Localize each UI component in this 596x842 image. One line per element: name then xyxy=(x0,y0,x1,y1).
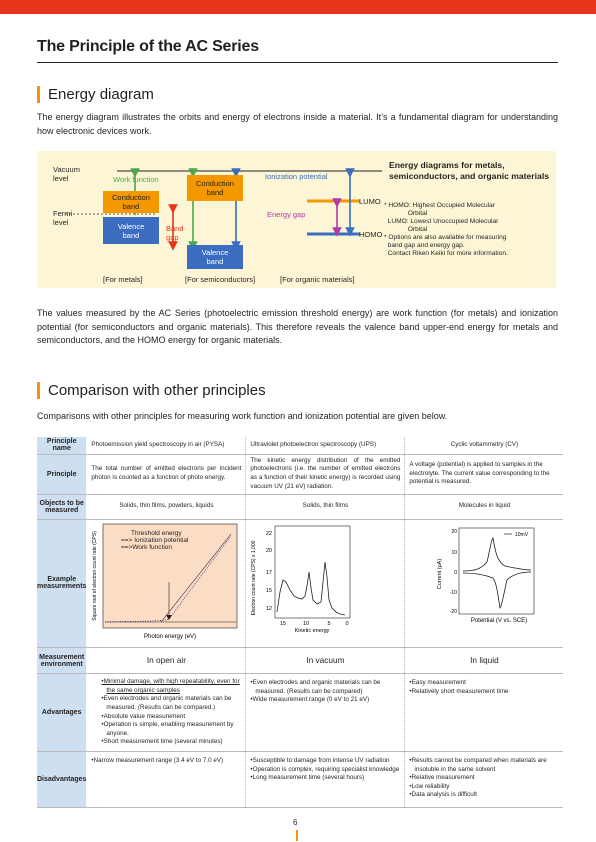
table-cell: Solids, thin films xyxy=(246,494,405,519)
metal-conduction-band: Conduction band xyxy=(103,191,159,213)
list-item: •Low reliability xyxy=(409,782,450,790)
cv-legend: 10mV xyxy=(515,531,529,538)
cv-ytick: 20 xyxy=(451,528,458,535)
table-cell: Photoemission yield spectroscopy in air (PYSA) xyxy=(87,437,246,454)
list-item: •Relative measurement xyxy=(409,774,475,782)
ups-ytick: 12 xyxy=(266,605,273,612)
pysa-chart-cell xyxy=(87,519,246,648)
ups-ytick: 22 xyxy=(266,530,273,537)
row-label: Advantages xyxy=(37,674,87,752)
table-cell xyxy=(87,674,246,752)
ups-ytick: 17 xyxy=(266,569,273,576)
page-title: The Principle of the AC Series xyxy=(37,38,259,55)
table-cell xyxy=(246,752,405,808)
row-label: Principle xyxy=(37,454,87,494)
energy-intro: The energy diagram illustrates the orbits and energy of electrons inside a material. It’s a fundamental diagram for understanding how electronic devices work. xyxy=(37,112,558,136)
list-item: •Absolute value measurement xyxy=(101,712,186,720)
list-item: •Results cannot be compared when materials are insoluble in the same solvent xyxy=(409,757,547,773)
page-number-mark xyxy=(296,830,298,841)
table-row xyxy=(37,648,563,674)
page-number: 6 xyxy=(293,818,298,827)
list-item: •Minimal damage, with high repeatability, even for the same organic samples xyxy=(101,678,240,694)
pysa-chart xyxy=(91,522,241,642)
list-item: •Easy measurement xyxy=(409,679,466,687)
pysa-xlabel: Photon energy (eV) xyxy=(144,633,197,640)
semi-valence-band: Valence band xyxy=(187,245,243,269)
ups-xtick: 10 xyxy=(303,620,310,627)
list-item: •Wide measurement range (0 eV to 21 eV) xyxy=(250,696,370,704)
list-item: •Operation is complex, requiring specialist knowledge xyxy=(250,765,400,773)
table-cell xyxy=(246,674,405,752)
row-label: Example measurements xyxy=(37,519,87,648)
row-label: Objects to be measured xyxy=(37,494,87,519)
note-line: Contact Riken Keiki for more information. xyxy=(384,250,508,257)
table-cell: A voltage (potential) is applied to samples in the electrolyte. The current value corresponding to the potential is measured. xyxy=(405,454,564,494)
ionization-potential-label: Ionization potential xyxy=(265,172,328,181)
lumo-label: LUMO xyxy=(359,197,381,206)
cv-chart xyxy=(409,522,559,642)
list-item: •Data analysis is difficult xyxy=(409,791,477,799)
table-cell: The total number of emitted electrons per incident photon is counted as a function of photo energy. xyxy=(87,454,246,494)
title-rule xyxy=(37,62,558,63)
list-item: •Even electrodes and organic materials can be measured. (Results can be compared) xyxy=(250,679,381,695)
note-line: * HOMO: Highest Occupied Molecular xyxy=(384,202,496,209)
note-line: * Options are also available for measuring xyxy=(384,234,507,241)
note-line: Orbital xyxy=(384,210,428,217)
table-row xyxy=(37,454,563,494)
list-item: •Operation is simple, enabling measurement by anyone. xyxy=(101,721,234,737)
metal-valence-band: Valence band xyxy=(103,217,159,244)
comparison-table xyxy=(37,437,563,808)
table-cell: In liquid xyxy=(405,648,564,674)
cv-ytick: 10 xyxy=(451,549,458,556)
ups-ytick: 20 xyxy=(266,547,273,554)
pysa-ylabel: Square root of electron count rate (CPS) xyxy=(92,530,99,621)
pysa-annotation-1: Threshold energy xyxy=(131,529,183,537)
list-item: •Long measurement time (several hours) xyxy=(250,774,365,782)
cv-ylabel: Current (μA) xyxy=(437,558,444,589)
ups-xtick: 5 xyxy=(327,620,331,627)
table-row xyxy=(37,519,563,648)
table-cell: The kinetic energy distribution of the emitted photoelectrons (i.e. the number of emitted electrons as a function of their kinetic energy) is recorded using vacuum UV (21 eV) radiation. xyxy=(246,454,405,494)
fermi-level-label: Fermi level xyxy=(53,209,73,227)
table-cell xyxy=(405,674,564,752)
band-gap-label: Band gap xyxy=(166,224,184,242)
pysa-annotation-2: ==> Ionization potential xyxy=(121,536,189,544)
table-row xyxy=(37,752,563,808)
for-semiconductors-label: [For semiconductors] xyxy=(185,275,256,284)
table-cell: Cyclic voltammetry (CV) xyxy=(405,437,564,454)
list-item: •Susceptible to damage from intense UV radiation xyxy=(250,757,390,765)
table-cell: Ultraviolet photoelectron spectroscopy (UPS) xyxy=(246,437,405,454)
table-cell: In vacuum xyxy=(246,648,405,674)
for-organic-label: [For organic materials] xyxy=(280,275,355,284)
row-label: Disadvantages xyxy=(37,752,87,808)
top-accent-bar xyxy=(0,0,596,14)
comparison-intro: Comparisons with other principles for measuring work function and ionization potential are given below. xyxy=(37,411,448,421)
list-item: •Even electrodes and organic materials can be measured. (Results can be compared.) xyxy=(101,695,232,711)
energy-outro: The values measured by the AC Series (photoelectric emission threshold energy) are work function (for metals) and ionization potential (for semiconductors and organic materials). This therefore reveals the valence band upper-end energy for metals and semiconductors, and the HOMO energy for organic materials. xyxy=(37,308,558,345)
list-item: •Narrow measurement range (3.4 eV to 7.0 eV) xyxy=(91,757,224,765)
cv-ytick: 0 xyxy=(454,569,458,576)
ups-chart-cell xyxy=(246,519,405,648)
table-cell xyxy=(405,752,564,808)
cv-xlabel: Potential (V vs. SCE) xyxy=(471,617,528,624)
cv-ytick: -10 xyxy=(450,589,458,596)
ups-xtick: 15 xyxy=(280,620,287,627)
vacuum-level-label: Vacuum level xyxy=(53,165,80,183)
list-item: •Relatively short measurement time xyxy=(409,687,509,695)
diagram-notes xyxy=(384,202,552,258)
row-label: Measurement environment xyxy=(37,648,87,674)
diagram-side-title: Energy diagrams for metals, semiconductors, and organic materials xyxy=(389,160,549,181)
semi-conduction-band: Conduction band xyxy=(187,175,243,201)
note-line: band gap and energy gap. xyxy=(384,242,465,249)
ups-ylabel: Electron count rate (CPS) x 1,000 xyxy=(251,540,258,615)
row-label: Principle name xyxy=(37,437,87,454)
comparison-heading: Comparison with other principles xyxy=(37,382,266,399)
work-function-label: Work function xyxy=(113,175,159,184)
table-row xyxy=(37,494,563,519)
table-row xyxy=(37,674,563,752)
table-cell: Molecules in liquid xyxy=(405,494,564,519)
cv-ytick: -20 xyxy=(450,608,458,615)
energy-gap-label: Energy gap xyxy=(267,210,306,219)
list-item: •Short measurement time (several minutes) xyxy=(101,738,223,746)
table-cell: Solids, thin films, powders, liquids xyxy=(87,494,246,519)
ups-xtick: 0 xyxy=(345,620,349,627)
cv-chart-cell xyxy=(405,519,564,648)
energy-heading: Energy diagram xyxy=(37,86,154,103)
ups-ytick: 15 xyxy=(266,587,273,594)
table-row xyxy=(37,437,563,454)
table-cell: In open air xyxy=(87,648,246,674)
homo-label: HOMO xyxy=(359,230,383,239)
ups-chart xyxy=(250,522,400,642)
for-metals-label: [For metals] xyxy=(103,275,143,284)
pysa-annotation-3: ==>Work function xyxy=(121,543,173,551)
note-line: LUMO: Lowest Unoccupied Molecular xyxy=(384,218,499,225)
note-line: Orbital xyxy=(384,226,428,233)
table-cell xyxy=(87,752,246,808)
ups-xlabel: Kinetic energy xyxy=(294,627,330,634)
